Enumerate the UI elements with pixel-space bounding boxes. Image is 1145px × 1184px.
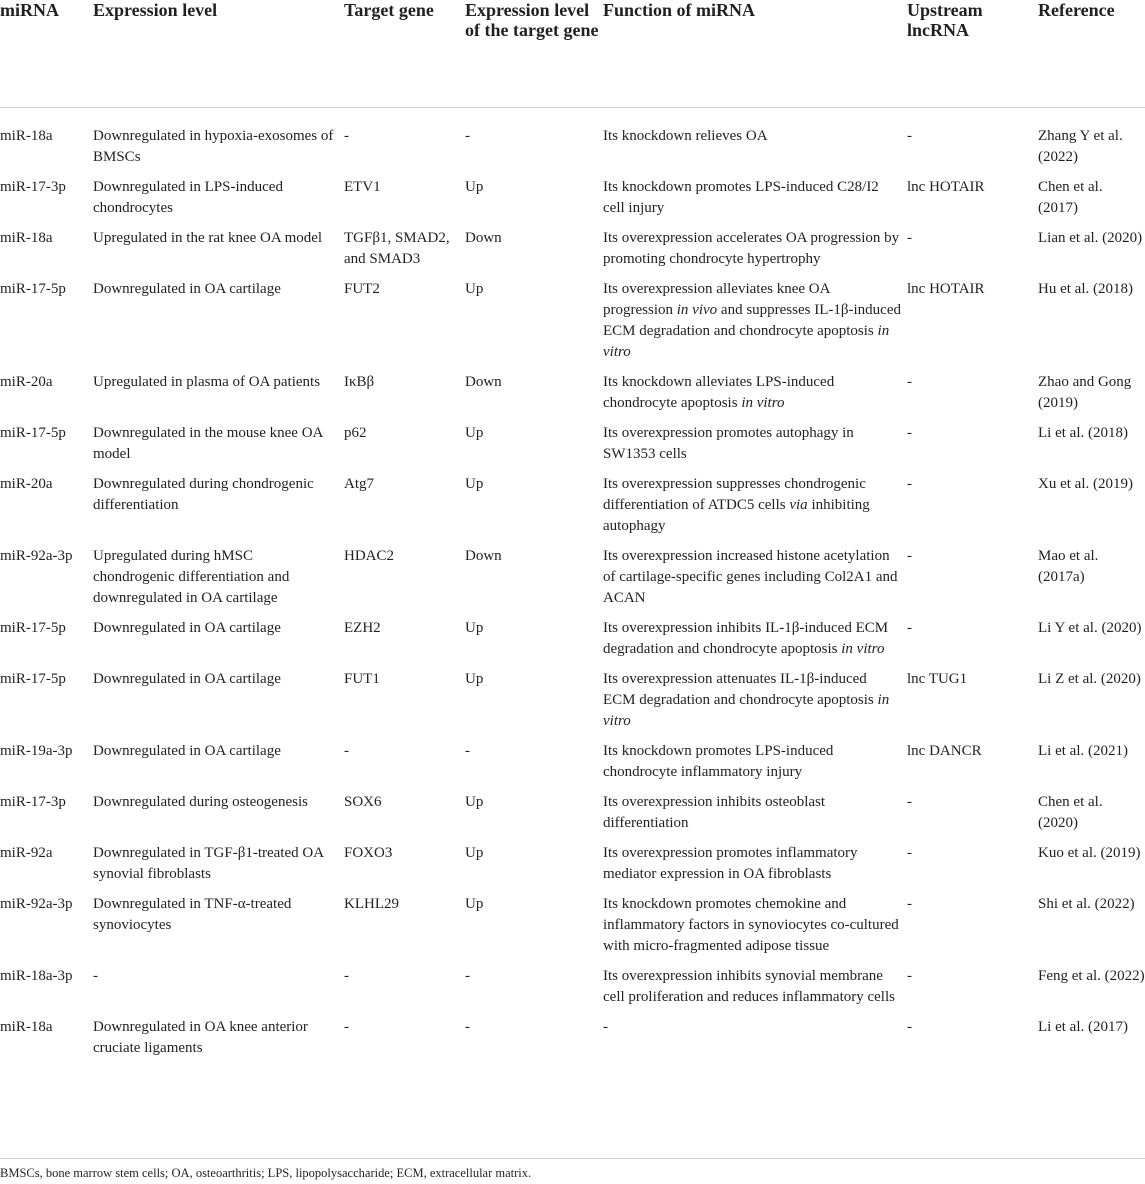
- text: Its overexpression promotes autophagy in SW1353 cells: [603, 425, 854, 462]
- cell-mirna: miR-17-5p: [0, 281, 66, 297]
- cell-target-expression: -: [465, 743, 470, 759]
- italic-text: in vitro: [841, 641, 885, 657]
- italic-text: in vitro: [603, 323, 890, 360]
- cell-reference: Li et al. (2018): [1038, 425, 1128, 441]
- cell-reference: Kuo et al. (2019): [1038, 845, 1141, 861]
- cell-reference: Li Z et al. (2020): [1038, 671, 1141, 687]
- header-function: Function of miRNA: [603, 0, 907, 108]
- header-expression-level: Expression level: [93, 0, 344, 108]
- cell-reference: Lian et al. (2020): [1038, 230, 1143, 246]
- cell-mirna: miR-19a-3p: [0, 743, 73, 759]
- table-row: [0, 177, 1145, 228]
- cell-expression-level: Downregulated in OA cartilage: [93, 620, 281, 636]
- cell-function: [603, 372, 907, 423]
- italic-text: in vitro: [741, 395, 785, 411]
- cell-mirna: miR-18a: [0, 128, 53, 144]
- cell-upstream-lncrna: lnc DANCR: [907, 743, 982, 759]
- cell-upstream-lncrna: -: [907, 620, 912, 636]
- table-row: [0, 669, 1145, 741]
- header-target-gene: Target gene: [344, 0, 465, 108]
- cell-target-gene: IκBβ: [344, 374, 375, 390]
- text: -: [603, 1019, 608, 1035]
- table-row: [0, 966, 1145, 1017]
- table-row: [0, 474, 1145, 546]
- table-row: [0, 546, 1145, 618]
- header-target-expression: Expression level of the target gene: [465, 0, 603, 108]
- text: Its overexpression suppresses chondrogenic differentiation of ATDC5 cells: [603, 476, 866, 513]
- cell-target-expression: Down: [465, 548, 502, 564]
- text: Its overexpression alleviates knee OA progression: [603, 281, 830, 318]
- table-row: [0, 894, 1145, 966]
- cell-expression-level: Downregulated during osteogenesis: [93, 794, 308, 810]
- table-row: [0, 423, 1145, 474]
- cell-upstream-lncrna: -: [907, 476, 912, 492]
- cell-reference: Xu et al. (2019): [1038, 476, 1133, 492]
- cell-reference: Li et al. (2017): [1038, 1019, 1128, 1035]
- cell-target-gene: EZH2: [344, 620, 381, 636]
- cell-mirna: miR-92a-3p: [0, 548, 73, 564]
- cell-function: [603, 618, 907, 669]
- cell-target-expression: -: [465, 1019, 470, 1035]
- cell-target-expression: -: [465, 128, 470, 144]
- cell-expression-level: Downregulated in OA knee anterior cruciate ligaments: [93, 1019, 308, 1056]
- text: Its knockdown promotes LPS-induced chondrocyte inflammatory injury: [603, 743, 834, 780]
- footer-divider: [0, 1158, 1145, 1159]
- cell-expression-level: Upregulated during hMSC chondrogenic differentiation and downregulated in OA cartilage: [93, 548, 290, 606]
- text: Its knockdown relieves OA: [603, 128, 768, 144]
- cell-function: [603, 894, 907, 966]
- cell-upstream-lncrna: -: [907, 128, 912, 144]
- table-row: [0, 843, 1145, 894]
- cell-function: [603, 1017, 907, 1069]
- table-row: [0, 741, 1145, 792]
- cell-function: [603, 177, 907, 228]
- cell-reference: Hu et al. (2018): [1038, 281, 1133, 297]
- cell-expression-level: Downregulated in hypoxia-exosomes of BMSCs: [93, 128, 334, 165]
- table-row: [0, 279, 1145, 372]
- table-row: [0, 372, 1145, 423]
- cell-expression-level: Downregulated in LPS-induced chondrocytes: [93, 179, 283, 216]
- text: Its knockdown promotes LPS-induced C28/I2 cell injury: [603, 179, 879, 216]
- cell-target-expression: Up: [465, 671, 484, 687]
- cell-upstream-lncrna: -: [907, 374, 912, 390]
- cell-target-gene: FOXO3: [344, 845, 393, 861]
- cell-mirna: miR-18a: [0, 230, 53, 246]
- cell-reference: Shi et al. (2022): [1038, 896, 1135, 912]
- cell-upstream-lncrna: -: [907, 1019, 912, 1035]
- cell-reference: Chen et al. (2017): [1038, 179, 1103, 216]
- cell-target-gene: p62: [344, 425, 367, 441]
- cell-mirna: miR-20a: [0, 476, 53, 492]
- text: Its overexpression attenuates IL-1β-induced ECM degradation and chondrocyte apoptosis: [603, 671, 878, 708]
- cell-reference: Feng et al. (2022): [1038, 968, 1145, 984]
- italic-text: in vivo: [676, 302, 718, 318]
- cell-mirna: miR-18a: [0, 1019, 53, 1035]
- text: Its knockdown promotes chemokine and inflammatory factors in synoviocytes co-cultured with micro-fragmented adipose tissue: [603, 896, 899, 954]
- cell-upstream-lncrna: -: [907, 968, 912, 984]
- cell-target-gene: KLHL29: [344, 896, 399, 912]
- cell-expression-level: Downregulated in OA cartilage: [93, 281, 281, 297]
- cell-target-gene: -: [344, 743, 349, 759]
- cell-function: [603, 741, 907, 792]
- text: Its overexpression accelerates OA progression by promoting chondrocyte hypertrophy: [603, 230, 900, 267]
- cell-function: [603, 228, 907, 279]
- cell-target-expression: Up: [465, 896, 484, 912]
- cell-mirna: miR-17-3p: [0, 794, 66, 810]
- cell-reference: Zhao and Gong (2019): [1038, 374, 1132, 411]
- cell-function: [603, 669, 907, 741]
- cell-function: [603, 474, 907, 546]
- cell-upstream-lncrna: -: [907, 230, 912, 246]
- table-row: [0, 108, 1145, 178]
- text: Its overexpression increased histone acetylation of cartilage-specific genes including Col2A1 and ACAN: [603, 548, 898, 606]
- cell-target-expression: Up: [465, 476, 484, 492]
- cell-mirna: miR-20a: [0, 374, 53, 390]
- cell-function: [603, 966, 907, 1017]
- cell-upstream-lncrna: -: [907, 425, 912, 441]
- cell-upstream-lncrna: lnc TUG1: [907, 671, 968, 687]
- cell-target-expression: Up: [465, 620, 484, 636]
- text: Its overexpression promotes inflammatory mediator expression in OA fibroblasts: [603, 845, 858, 882]
- cell-target-expression: Down: [465, 230, 502, 246]
- cell-expression-level: Upregulated in plasma of OA patients: [93, 374, 321, 390]
- table-row: [0, 228, 1145, 279]
- cell-target-gene: SOX6: [344, 794, 382, 810]
- text: inhibiting autophagy: [603, 497, 870, 534]
- cell-function: [603, 792, 907, 843]
- text: and suppresses IL-1β-induced ECM degradation and chondrocyte apoptosis: [603, 302, 901, 339]
- cell-target-gene: -: [344, 128, 349, 144]
- header-reference: Reference: [1038, 0, 1145, 108]
- cell-target-gene: FUT1: [344, 671, 380, 687]
- cell-target-gene: Atg7: [344, 476, 374, 492]
- text: Its overexpression inhibits IL-1β-induced ECM degradation and chondrocyte apoptosis: [603, 620, 889, 657]
- cell-mirna: miR-17-5p: [0, 425, 66, 441]
- cell-reference: Zhang Y et al. (2022): [1038, 128, 1123, 165]
- header-mirna: miRNA: [0, 0, 93, 108]
- cell-upstream-lncrna: lnc HOTAIR: [907, 179, 985, 195]
- cell-function: [603, 546, 907, 618]
- cell-target-gene: TGFβ1, SMAD2, and SMAD3: [344, 230, 450, 267]
- table-row: [0, 618, 1145, 669]
- cell-reference: Mao et al. (2017a): [1038, 548, 1099, 585]
- cell-expression-level: Downregulated in OA cartilage: [93, 671, 281, 687]
- text: Its overexpression inhibits osteoblast differentiation: [603, 794, 826, 831]
- cell-function: [603, 423, 907, 474]
- cell-target-expression: Up: [465, 794, 484, 810]
- cell-expression-level: Downregulated in OA cartilage: [93, 743, 281, 759]
- italic-text: in vitro: [603, 692, 890, 729]
- cell-target-expression: Up: [465, 281, 484, 297]
- cell-function: [603, 843, 907, 894]
- cell-mirna: miR-92a-3p: [0, 896, 73, 912]
- cell-target-expression: Up: [465, 425, 484, 441]
- cell-function: [603, 108, 907, 178]
- table-row: [0, 792, 1145, 843]
- cell-upstream-lncrna: -: [907, 794, 912, 810]
- cell-target-expression: Up: [465, 179, 484, 195]
- cell-upstream-lncrna: -: [907, 896, 912, 912]
- cell-expression-level: -: [93, 968, 98, 984]
- table-header-row: [0, 0, 1145, 108]
- cell-target-gene: FUT2: [344, 281, 380, 297]
- text: Its knockdown alleviates LPS-induced chondrocyte apoptosis: [603, 374, 835, 411]
- cell-expression-level: Downregulated in the mouse knee OA model: [93, 425, 323, 462]
- cell-upstream-lncrna: lnc HOTAIR: [907, 281, 985, 297]
- cell-mirna: miR-18a-3p: [0, 968, 73, 984]
- cell-reference: Li et al. (2021): [1038, 743, 1128, 759]
- cell-expression-level: Downregulated during chondrogenic differentiation: [93, 476, 314, 513]
- text: Its overexpression inhibits synovial membrane cell proliferation and reduces inflammatory cells: [603, 968, 895, 1005]
- cell-target-gene: HDAC2: [344, 548, 395, 564]
- cell-target-gene: ETV1: [344, 179, 381, 195]
- table-footnote: BMSCs, bone marrow stem cells; OA, osteoarthritis; LPS, lipopolysaccharide; ECM, extracellular matrix.: [0, 1166, 532, 1180]
- cell-target-expression: Down: [465, 374, 502, 390]
- cell-function: [603, 279, 907, 372]
- cell-mirna: miR-92a: [0, 845, 53, 861]
- cell-target-expression: Up: [465, 845, 484, 861]
- italic-text: via: [789, 497, 808, 513]
- cell-expression-level: Downregulated in TGF-β1-treated OA synovial fibroblasts: [93, 845, 324, 882]
- table-row: [0, 1017, 1145, 1069]
- cell-reference: Chen et al. (2020): [1038, 794, 1103, 831]
- cell-upstream-lncrna: -: [907, 548, 912, 564]
- cell-target-gene: -: [344, 1019, 349, 1035]
- cell-mirna: miR-17-5p: [0, 671, 66, 687]
- cell-target-expression: -: [465, 968, 470, 984]
- cell-reference: Li Y et al. (2020): [1038, 620, 1142, 636]
- header-upstream-lncrna: Upstream lncRNA: [907, 0, 1038, 108]
- cell-upstream-lncrna: -: [907, 845, 912, 861]
- cell-expression-level: Upregulated in the rat knee OA model: [93, 230, 323, 246]
- cell-mirna: miR-17-5p: [0, 620, 66, 636]
- cell-mirna: miR-17-3p: [0, 179, 66, 195]
- cell-expression-level: Downregulated in TNF-α-treated synoviocytes: [93, 896, 292, 933]
- cell-target-gene: -: [344, 968, 349, 984]
